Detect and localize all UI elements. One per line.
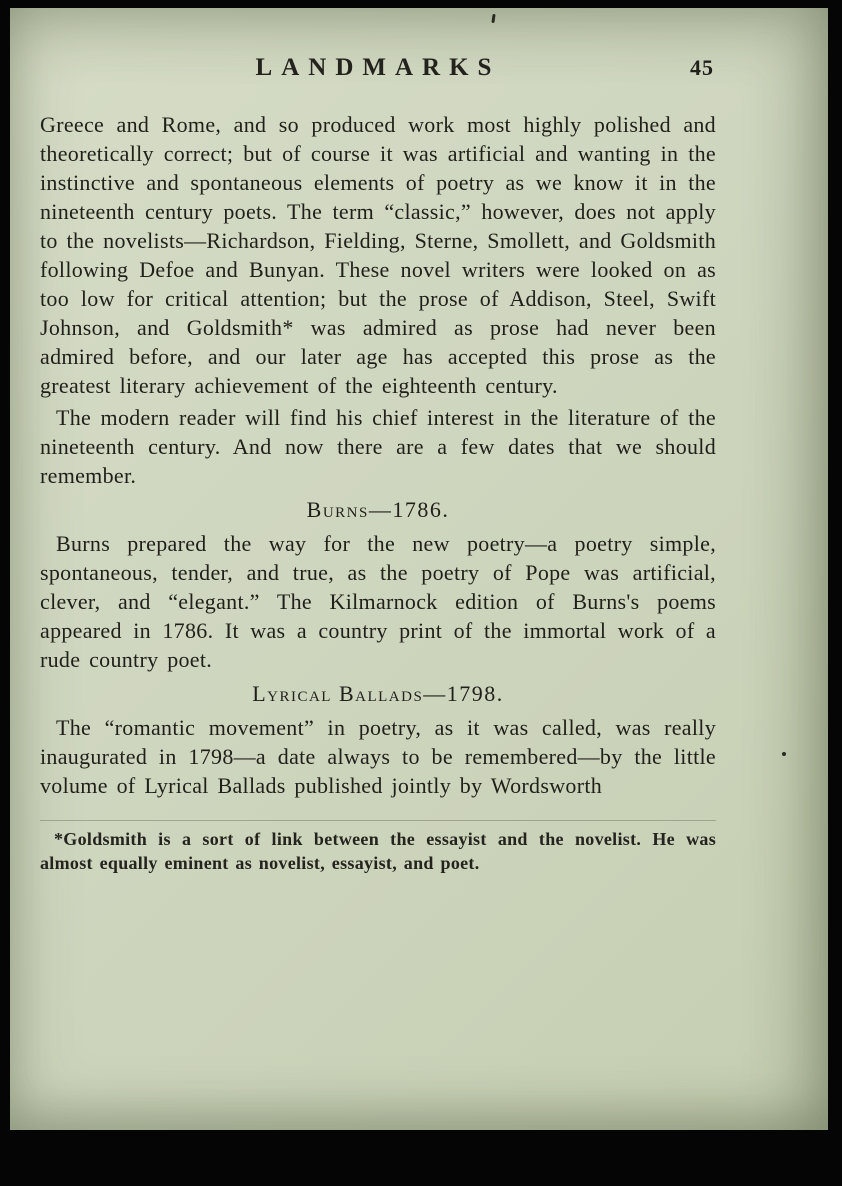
footnote xyxy=(40,820,716,875)
running-title: LANDMARKS xyxy=(255,54,501,81)
heading-lyrical-ballads-1798: Lyrical Ballads—1798. xyxy=(252,681,504,706)
paragraph-lyrical-ballads: The “romantic movement” in poetry, as it was called, was really inaugurated in 1798—a date always to be remembered—by the little volume of Lyrical Ballads published jointly by Wordsworth xyxy=(40,715,716,798)
ink-speck xyxy=(782,752,786,756)
paragraph-burns: Burns prepared the way for the new poetry—a poetry simple, spontaneous, tender, and true, as the poetry of Pope was artificial, clever, and “elegant.” The Kilmarnock edition of Burns's poems appeared in 1786. It was a country print of the immortal work of a rude country poet. xyxy=(40,531,716,672)
page-number: 45 xyxy=(690,55,714,80)
paragraph-classic-prose: Greece and Rome, and so produced work most highly polished and theoretically correct; but of course it was artificial and wanting in the instinctive and spontaneous elements of poetry as we know it in the nineteenth century poets. The term “classic,” however, does not apply to the novelists—Richardson, Fielding, Sterne, Smollett, and Goldsmith following Defoe and Bunyan. These novel writers were looked on as too low for critical attention; but the prose of Addison, Steel, Swift Johnson, and Goldsmith* was admired as prose had never been admired before, and our later age has accepted this prose as the greatest literary achievement of the eighteenth century. xyxy=(40,112,716,398)
book-page xyxy=(10,8,828,1130)
heading-burns-1786: Burns—1786. xyxy=(306,497,450,522)
paragraph-modern-reader: The modern reader will find his chief interest in the literature of the nineteenth century. And now there are a few dates that we should remember. xyxy=(40,405,716,488)
footnote-text: *Goldsmith is a sort of link between the essayist and the novelist. He was almost equally eminent as novelist, essayist, and poet. xyxy=(40,829,716,873)
page-header xyxy=(40,54,716,86)
